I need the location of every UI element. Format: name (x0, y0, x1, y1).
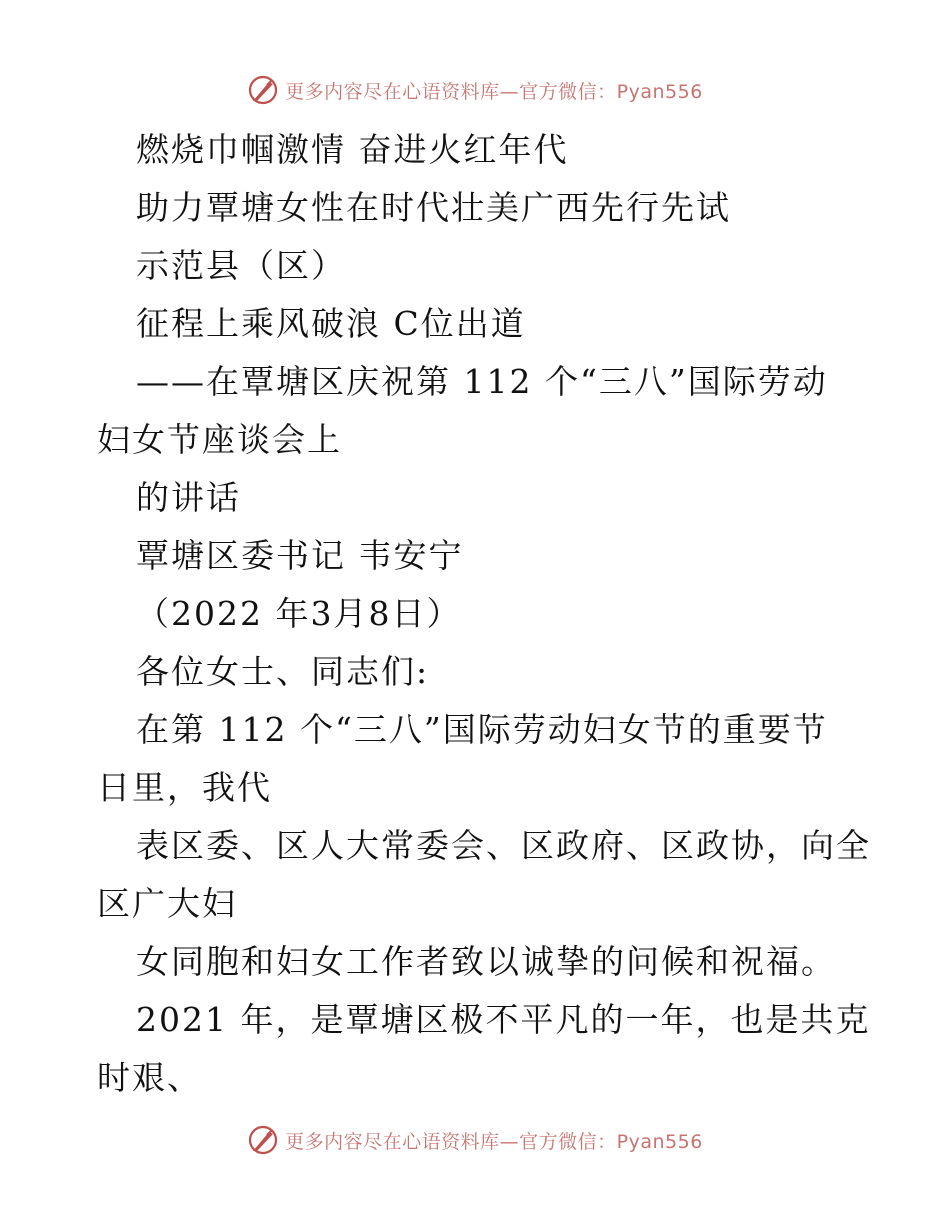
subtitle-line-2: 妇女节座谈会上 (97, 420, 342, 459)
paragraph-line: 表区委、区人大常委会、区政府、区政协，向全 (136, 826, 871, 865)
paragraph-line: 时艰、 (97, 1058, 202, 1097)
subtitle-line-3: 的讲话 (136, 478, 241, 517)
title-line-2: 助力覃塘女性在时代壮美广西先行先试 (136, 188, 731, 227)
watermark-text: 更多内容尽在心语资料库—官方微信：Pyan556 (285, 80, 703, 103)
quill-pen-circle-icon (247, 74, 279, 106)
author-line: 覃塘区委书记 韦安宁 (136, 536, 464, 575)
header-watermark (0, 70, 950, 110)
quill-pen-circle-icon (247, 1124, 279, 1156)
watermark-text: 更多内容尽在心语资料库—官方微信：Pyan556 (285, 1130, 703, 1153)
title-line-4: 征程上乘风破浪 C位出道 (136, 304, 526, 343)
paragraph-line: 2021 年，是覃塘区极不平凡的一年，也是共克 (136, 1000, 871, 1039)
title-line-1: 燃烧巾帼激情 奋进火红年代 (136, 130, 569, 169)
paragraph-line: 女同胞和妇女工作者致以诚挚的问候和祝福。 (136, 942, 836, 981)
title-line-3: 示范县（区） (136, 246, 346, 285)
footer-watermark (0, 1120, 950, 1160)
date-line: （2022 年3月8日） (136, 594, 462, 633)
paragraph-line: 在第 112 个“三八”国际劳动妇女节的重要节 (136, 710, 828, 749)
paragraph-line: 区广大妇 (97, 884, 237, 923)
salutation: 各位女士、同志们: (136, 652, 430, 691)
subtitle-line-1: ——在覃塘区庆祝第 112 个“三八”国际劳动 (136, 362, 828, 401)
paragraph-line: 日里，我代 (97, 768, 272, 807)
